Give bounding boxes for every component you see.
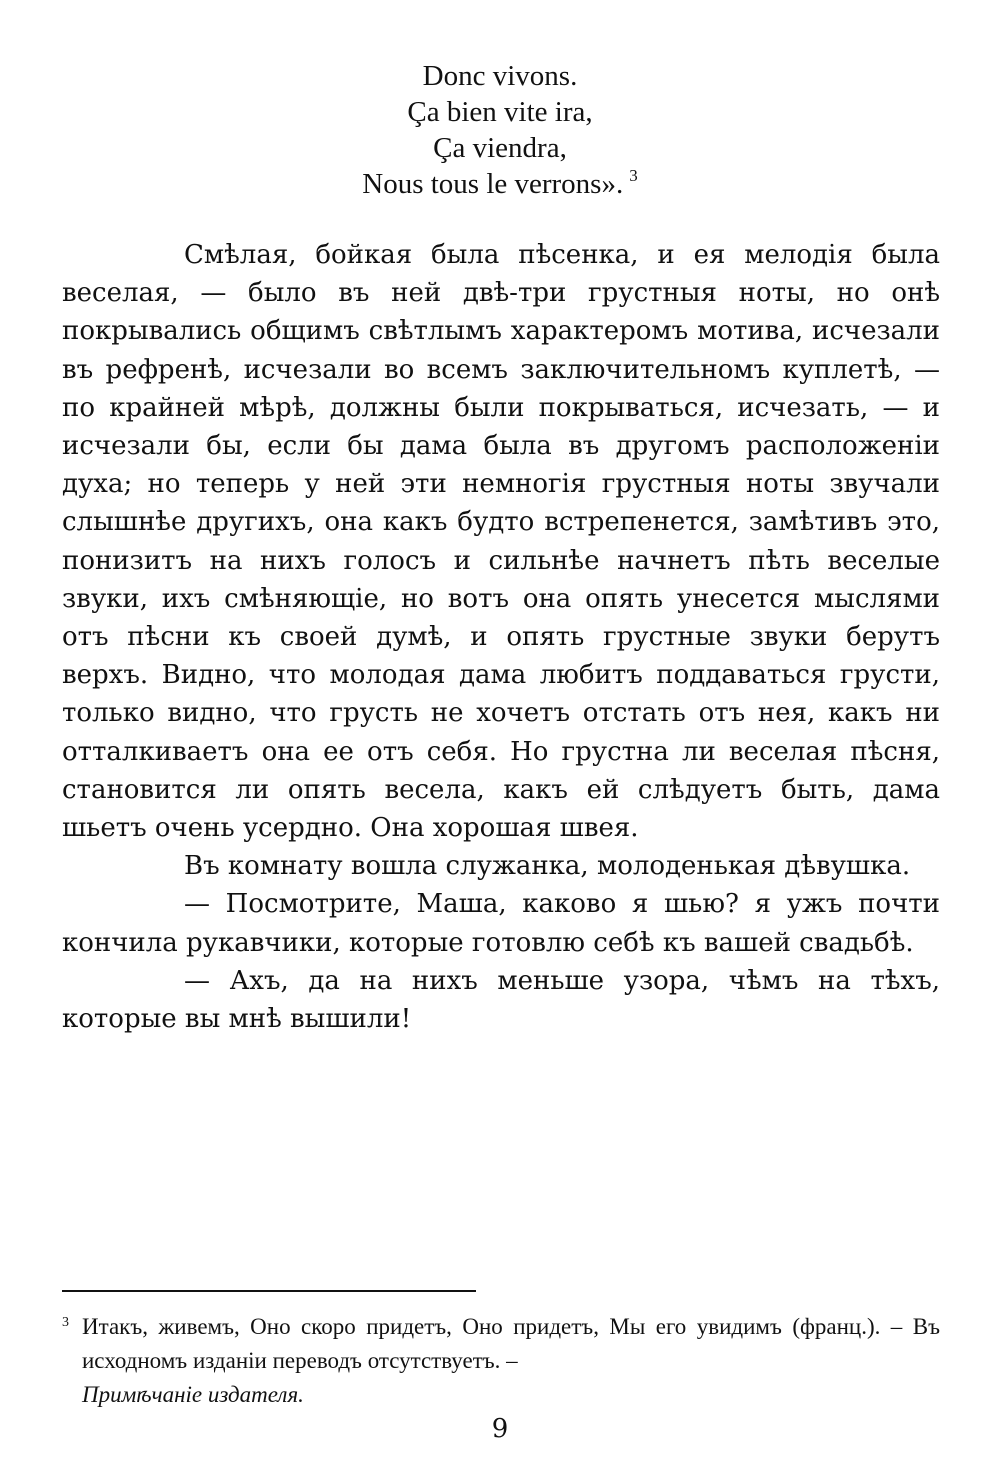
footnote-reference[interactable]: 3 (629, 166, 638, 185)
french-verse (0, 58, 1000, 202)
publisher-note: Примѣчаніе издателя. (82, 1382, 304, 1407)
footnote (62, 1310, 940, 1412)
main-text (62, 236, 940, 1038)
footnote-body (62, 1310, 940, 1412)
verse-line-last (0, 166, 1000, 202)
footnote-marker: 3 (62, 1315, 69, 1330)
footnote-text: Итакъ, живемъ, Оно скоро придетъ, Оно придетъ, Мы его увидимъ (франц.). – Въ исходномъ изданіи переводъ отсутствуетъ. – (82, 1314, 940, 1373)
verse-line: Ça bien vite ira, (407, 96, 593, 128)
verse-line: Ça viendra, (433, 132, 567, 164)
verse-line-text: Nous tous le verrons». (362, 168, 624, 200)
paragraph: Въ комнату вошла служанка, молоденькая дѣвушка. (184, 851, 911, 882)
verse-line: Donc vivons. (422, 60, 578, 92)
paragraph: Смѣлая, бойкая была пѣсенка, и ея мелодія была веселая, — было въ ней двѣ-три грустныя ноты, но онѣ покрывались общимъ свѣтлымъ характеромъ мотива, исчезали въ рефренѣ, исчезали во всемъ заключительномъ куплетѣ, — по крайней мѣрѣ, должны были покрываться, исчезать, — и исчезали бы, если бы дама была въ другомъ расположеніи духа; но теперь у ней эти немногія грустныя ноты звучали слышнѣе другихъ, она какъ будто встрепенется, замѣтивъ это, понизитъ на нихъ голосъ и сильнѣе начнетъ пѣть веселые звуки, ихъ смѣняющіе, но вотъ она опять унесется мыслями отъ пѣсни къ своей думѣ, и опять грустные звуки берутъ верхъ. Видно, что молодая дама любитъ поддаваться грусти, только видно, что грусть не хочетъ отстать отъ нея, какъ ни отталкиваетъ она ее отъ себя. Но грустна ли веселая пѣсня, становится ли опять весела, какъ ей слѣдуетъ быть, дама шьетъ очень усердно. Она хорошая швея. (62, 240, 940, 844)
paragraph: — Ахъ, да на нихъ меньше узора, чѣмъ на тѣхъ, которые вы мнѣ вышили! (62, 965, 940, 1035)
page-number: 9 (491, 1414, 509, 1444)
paragraph: — Посмотрите, Маша, каково я шью? я ужъ почти кончила рукавчики, которые готовлю себѣ къ вашей свадьбѣ. (62, 889, 940, 958)
footnote-divider (62, 1290, 476, 1292)
